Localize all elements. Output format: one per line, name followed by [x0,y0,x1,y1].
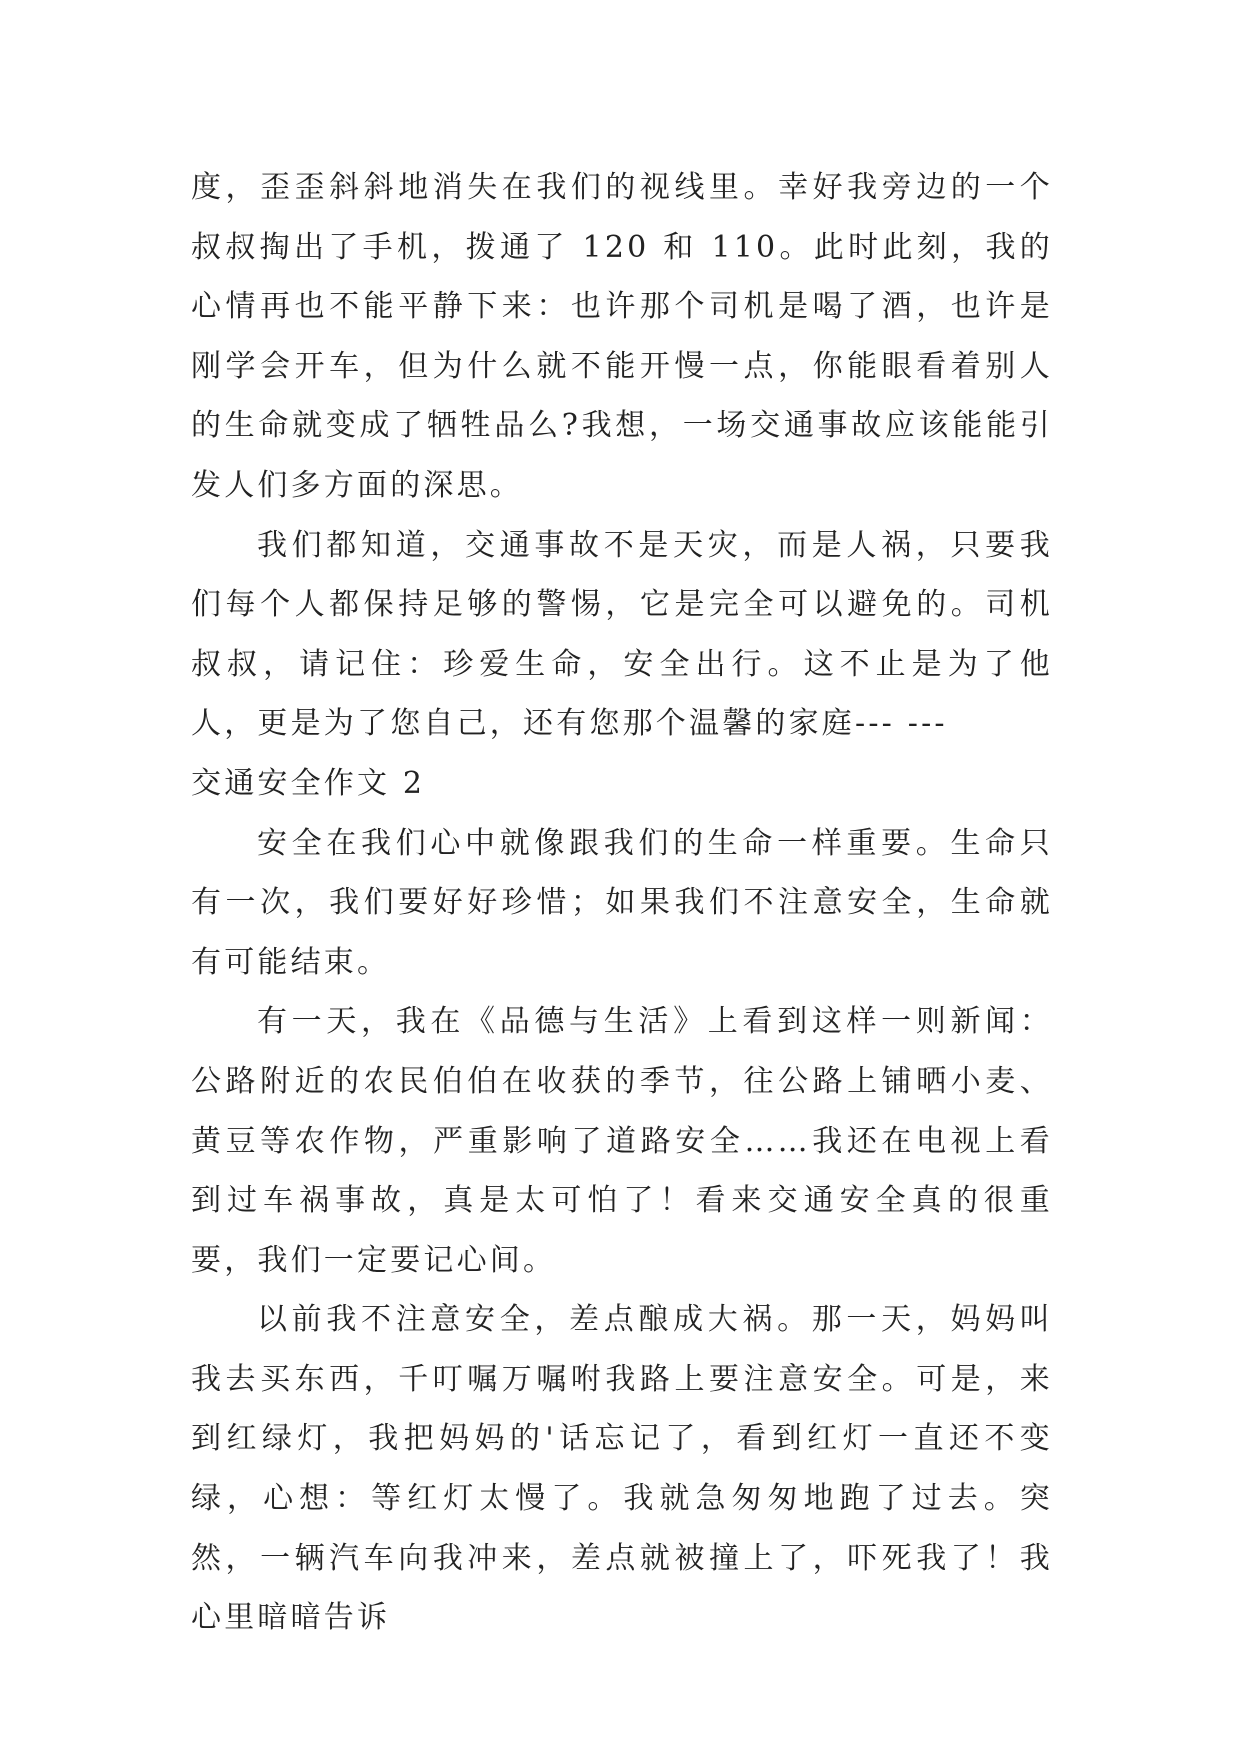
paragraph-3: 安全在我们心中就像跟我们的生命一样重要。生命只有一次，我们要好好珍惜；如果我们不注意安全，生命就有可能结束。 [191,825,1053,980]
document-body [191,158,1053,1648]
paragraph-2: 我们都知道，交通事故不是天灾，而是人祸，只要我们每个人都保持足够的警惕，它是完全可以避免的。司机叔叔，请记住：珍爱生命，安全出行。这不止是为了他人，更是为了您自己，还有您那个温馨的家庭--- --- [191,527,1053,742]
section-heading: 交通安全作文 2 [191,765,426,801]
paragraph-4: 有一天，我在《品德与生活》上看到这样一则新闻：公路附近的农民伯伯在收获的季节，往公路上铺晒小麦、黄豆等农作物，严重影响了道路安全……我还在电视上看到过车祸事故，真是太可怕了！看来交通安全真的很重要，我们一定要记心间。 [191,1004,1053,1278]
paragraph-5: 以前我不注意安全，差点酿成大祸。那一天，妈妈叫我去买东西，千叮嘱万嘱咐我路上要注意安全。可是，来到红绿灯，我把妈妈的'话忘记了，看到红灯一直还不变绿，心想：等红灯太慢了。我就急匆匆地跑了过去。突然，一辆汽车向我冲来，差点就被撞上了，吓死我了！我心里暗暗告诉 [191,1302,1053,1636]
paragraph-1: 度，歪歪斜斜地消失在我们的视线里。幸好我旁边的一个叔叔掏出了手机，拨通了 120 和 110。此时此刻，我的心情再也不能平静下来：也许那个司机是喝了酒，也许是刚学会开车，但为什么就不能开慢一点，你能眼看着别人的生命就变成了牺牲品么?我想，一场交通事故应该能能引发人们多方面的深思。 [191,170,1053,503]
